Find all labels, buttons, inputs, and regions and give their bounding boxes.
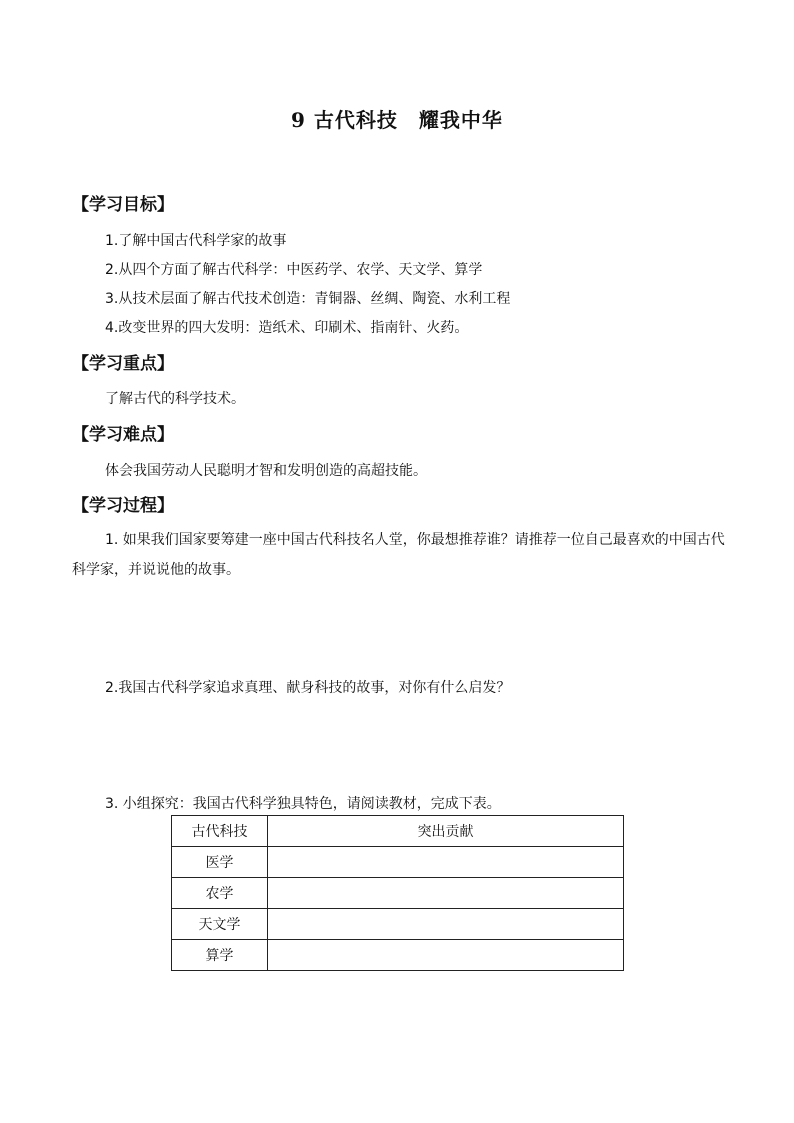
table-cell-tech: 医学 bbox=[172, 847, 268, 878]
table-cell-contribution[interactable] bbox=[268, 847, 624, 878]
question-1: 1. 如果我们国家要筹建一座中国古代科技名人堂，你最想推荐谁？请推荐一位自己最喜欢的中国古代科学家，并说说他的故事。 bbox=[72, 532, 725, 578]
process-heading: 【学习过程】 bbox=[72, 496, 174, 516]
objective-item-4: 4.改变世界的四大发明：造纸术、印刷术、指南针、火药。 bbox=[105, 320, 469, 336]
table-cell-tech: 算学 bbox=[172, 940, 268, 971]
table-header-tech: 古代科技 bbox=[172, 816, 268, 847]
table-row bbox=[172, 909, 624, 940]
key-points-text: 了解古代的科学技术。 bbox=[105, 391, 245, 407]
table-cell-contribution[interactable] bbox=[268, 878, 624, 909]
objectives-heading: 【学习目标】 bbox=[72, 195, 174, 215]
question-3: 3. 小组探究：我国古代科学独具特色，请阅读教材，完成下表。 bbox=[105, 796, 501, 812]
table-row bbox=[172, 878, 624, 909]
table-cell-contribution[interactable] bbox=[268, 940, 624, 971]
table-row bbox=[172, 940, 624, 971]
difficulties-heading: 【学习难点】 bbox=[72, 425, 174, 445]
difficulties-text: 体会我国劳动人民聪明才智和发明创造的高超技能。 bbox=[105, 463, 427, 479]
page-title: 9 古代科技 耀我中华 bbox=[291, 108, 503, 132]
question-2: 2.我国古代科学家追求真理、献身科技的故事，对你有什么启发？ bbox=[105, 680, 511, 696]
table-cell-contribution[interactable] bbox=[268, 909, 624, 940]
objective-item-1: 1.了解中国古代科学家的故事 bbox=[105, 233, 287, 249]
table-row bbox=[172, 847, 624, 878]
table-cell-tech: 农学 bbox=[172, 878, 268, 909]
key-points-heading: 【学习重点】 bbox=[72, 354, 174, 374]
table-cell-tech: 天文学 bbox=[172, 909, 268, 940]
table-header-contribution: 突出贡献 bbox=[268, 816, 624, 847]
table-header-row bbox=[172, 816, 624, 847]
objective-item-2: 2.从四个方面了解古代科学：中医药学、农学、天文学、算学 bbox=[105, 262, 483, 278]
objective-item-3: 3.从技术层面了解古代技术创造：青铜器、丝绸、陶瓷、水利工程 bbox=[105, 291, 511, 307]
contribution-table bbox=[171, 815, 624, 971]
